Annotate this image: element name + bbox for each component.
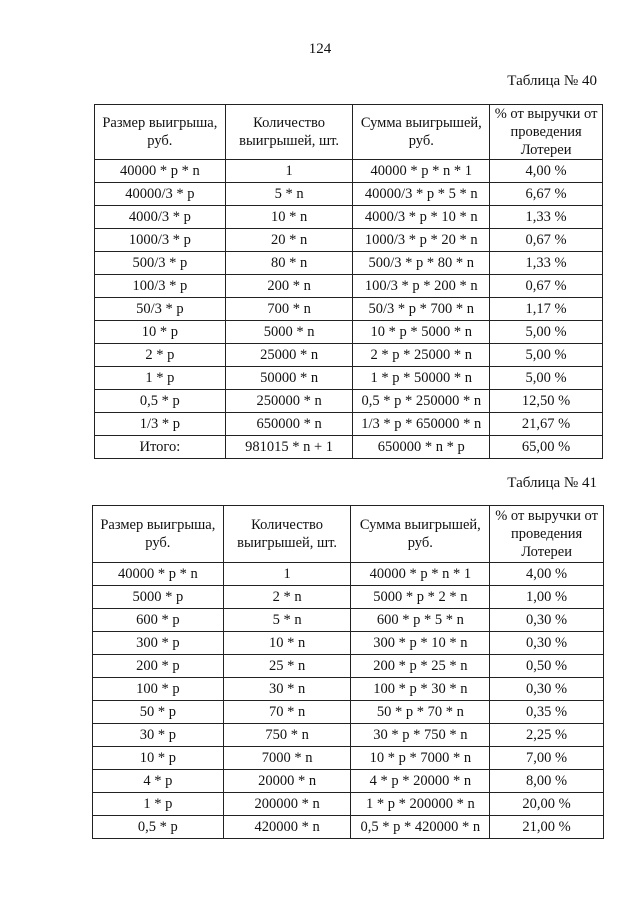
cell-prize-sum: 5000 * p * 2 * n	[351, 586, 490, 609]
cell-revenue-percent: 0,30 %	[490, 632, 604, 655]
cell-revenue-percent: 2,25 %	[490, 724, 604, 747]
cell-prize-count: 650000 * n	[225, 413, 353, 436]
cell-prize-sum: 100/3 * p * 200 * n	[353, 275, 490, 298]
table-row	[95, 344, 603, 367]
table-row	[95, 367, 603, 390]
table-row	[93, 770, 604, 793]
cell-prize-size: 300 * p	[93, 632, 224, 655]
cell-prize-count: 20000 * n	[223, 770, 351, 793]
cell-prize-size: 40000/3 * p	[95, 183, 226, 206]
table-row	[95, 160, 603, 183]
cell-revenue-percent: 65,00 %	[490, 436, 603, 459]
cell-revenue-percent: 1,33 %	[490, 252, 603, 275]
cell-prize-count: 80 * n	[225, 252, 353, 275]
cell-prize-count: 5000 * n	[225, 321, 353, 344]
cell-prize-size: 1 * p	[93, 793, 224, 816]
cell-prize-size: 0,5 * p	[95, 390, 226, 413]
table-row	[95, 229, 603, 252]
cell-prize-sum: 40000/3 * p * 5 * n	[353, 183, 490, 206]
cell-prize-size: Итого:	[95, 436, 226, 459]
cell-revenue-percent: 8,00 %	[490, 770, 604, 793]
page-number: 124	[308, 41, 332, 57]
cell-prize-sum: 4000/3 * p * 10 * n	[353, 206, 490, 229]
cell-revenue-percent: 12,50 %	[490, 390, 603, 413]
cell-revenue-percent: 0,50 %	[490, 655, 604, 678]
cell-prize-count: 5 * n	[223, 609, 351, 632]
table-41-body	[93, 563, 604, 839]
cell-prize-size: 40000 * p * n	[93, 563, 224, 586]
table-row	[93, 678, 604, 701]
cell-prize-sum: 0,5 * p * 420000 * n	[351, 816, 490, 839]
cell-revenue-percent: 20,00 %	[490, 793, 604, 816]
cell-prize-sum: 650000 * n * p	[353, 436, 490, 459]
prize-table-40	[94, 104, 603, 459]
cell-prize-size: 4 * p	[93, 770, 224, 793]
table-row	[95, 321, 603, 344]
cell-prize-sum: 500/3 * p * 80 * n	[353, 252, 490, 275]
cell-revenue-percent: 1,17 %	[490, 298, 603, 321]
cell-prize-size: 5000 * p	[93, 586, 224, 609]
cell-prize-sum: 30 * p * 750 * n	[351, 724, 490, 747]
cell-revenue-percent: 7,00 %	[490, 747, 604, 770]
cell-prize-count: 5 * n	[225, 183, 353, 206]
cell-prize-count: 1	[223, 563, 351, 586]
cell-prize-size: 100/3 * p	[95, 275, 226, 298]
header-prize-size: Размер выигрыша, руб.	[93, 506, 224, 563]
table-row	[93, 816, 604, 839]
table-row	[95, 183, 603, 206]
header-prize-count: Количество выигрышей, шт.	[225, 105, 353, 160]
cell-prize-count: 10 * n	[225, 206, 353, 229]
table-header-row	[95, 105, 603, 160]
header-prize-sum: Сумма выигрышей, руб.	[353, 105, 490, 160]
cell-prize-count: 981015 * n + 1	[225, 436, 353, 459]
cell-prize-sum: 40000 * p * n * 1	[353, 160, 490, 183]
table-row	[93, 563, 604, 586]
table-row	[93, 724, 604, 747]
header-prize-sum: Сумма выигрышей, руб.	[351, 506, 490, 563]
cell-revenue-percent: 5,00 %	[490, 367, 603, 390]
cell-revenue-percent: 4,00 %	[490, 563, 604, 586]
cell-prize-sum: 100 * p * 30 * n	[351, 678, 490, 701]
table-40-body	[95, 160, 603, 459]
cell-revenue-percent: 0,67 %	[490, 275, 603, 298]
cell-prize-count: 750 * n	[223, 724, 351, 747]
cell-prize-sum: 4 * p * 20000 * n	[351, 770, 490, 793]
table-row	[95, 298, 603, 321]
cell-prize-size: 500/3 * p	[95, 252, 226, 275]
cell-revenue-percent: 4,00 %	[490, 160, 603, 183]
cell-prize-sum: 50 * p * 70 * n	[351, 701, 490, 724]
cell-prize-size: 4000/3 * p	[95, 206, 226, 229]
cell-revenue-percent: 21,67 %	[490, 413, 603, 436]
header-prize-count: Количество выигрышей, шт.	[223, 506, 351, 563]
cell-prize-sum: 1 * p * 50000 * n	[353, 367, 490, 390]
table-row	[93, 701, 604, 724]
cell-prize-size: 1 * p	[95, 367, 226, 390]
cell-prize-count: 420000 * n	[223, 816, 351, 839]
cell-prize-size: 30 * p	[93, 724, 224, 747]
cell-prize-size: 1000/3 * p	[95, 229, 226, 252]
cell-prize-count: 20 * n	[225, 229, 353, 252]
table-row	[93, 747, 604, 770]
table-row	[93, 586, 604, 609]
table-40-caption: Таблица № 40	[507, 73, 597, 89]
cell-prize-sum: 1000/3 * p * 20 * n	[353, 229, 490, 252]
table-row	[93, 632, 604, 655]
cell-revenue-percent: 0,67 %	[490, 229, 603, 252]
cell-revenue-percent: 6,67 %	[490, 183, 603, 206]
table-header-row	[93, 506, 604, 563]
cell-prize-sum: 600 * p * 5 * n	[351, 609, 490, 632]
cell-prize-sum: 300 * p * 10 * n	[351, 632, 490, 655]
cell-prize-sum: 200 * p * 25 * n	[351, 655, 490, 678]
cell-prize-count: 70 * n	[223, 701, 351, 724]
header-prize-size: Размер выигрыша, руб.	[95, 105, 226, 160]
cell-prize-count: 700 * n	[225, 298, 353, 321]
table-row	[95, 275, 603, 298]
table-row	[93, 655, 604, 678]
cell-prize-count: 200 * n	[225, 275, 353, 298]
cell-prize-size: 10 * p	[95, 321, 226, 344]
cell-prize-size: 10 * p	[93, 747, 224, 770]
table-row	[95, 436, 603, 459]
cell-prize-sum: 1/3 * p * 650000 * n	[353, 413, 490, 436]
cell-revenue-percent: 21,00 %	[490, 816, 604, 839]
cell-prize-size: 1/3 * p	[95, 413, 226, 436]
cell-prize-count: 200000 * n	[223, 793, 351, 816]
cell-prize-sum: 10 * p * 5000 * n	[353, 321, 490, 344]
cell-prize-count: 25000 * n	[225, 344, 353, 367]
cell-revenue-percent: 0,30 %	[490, 609, 604, 632]
cell-prize-sum: 10 * p * 7000 * n	[351, 747, 490, 770]
cell-prize-size: 50/3 * p	[95, 298, 226, 321]
cell-prize-count: 10 * n	[223, 632, 351, 655]
cell-prize-sum: 2 * p * 25000 * n	[353, 344, 490, 367]
cell-prize-count: 7000 * n	[223, 747, 351, 770]
cell-prize-size: 600 * p	[93, 609, 224, 632]
cell-revenue-percent: 0,30 %	[490, 678, 604, 701]
cell-prize-count: 1	[225, 160, 353, 183]
cell-prize-size: 0,5 * p	[93, 816, 224, 839]
table-row	[93, 609, 604, 632]
cell-revenue-percent: 1,00 %	[490, 586, 604, 609]
table-row	[95, 390, 603, 413]
table-row	[95, 252, 603, 275]
table-41-caption: Таблица № 41	[507, 475, 597, 491]
header-revenue-percent: % от выручки от проведения Лотереи	[490, 105, 603, 160]
cell-prize-count: 2 * n	[223, 586, 351, 609]
cell-revenue-percent: 1,33 %	[490, 206, 603, 229]
cell-prize-sum: 50/3 * p * 700 * n	[353, 298, 490, 321]
table-row	[95, 206, 603, 229]
cell-prize-count: 250000 * n	[225, 390, 353, 413]
cell-prize-count: 30 * n	[223, 678, 351, 701]
cell-revenue-percent: 5,00 %	[490, 344, 603, 367]
cell-revenue-percent: 5,00 %	[490, 321, 603, 344]
cell-prize-size: 40000 * p * n	[95, 160, 226, 183]
cell-prize-size: 50 * p	[93, 701, 224, 724]
cell-prize-size: 2 * p	[95, 344, 226, 367]
header-revenue-percent: % от выручки от проведения Лотереи	[490, 506, 604, 563]
cell-prize-sum: 1 * p * 200000 * n	[351, 793, 490, 816]
cell-prize-sum: 40000 * p * n * 1	[351, 563, 490, 586]
cell-prize-count: 50000 * n	[225, 367, 353, 390]
cell-prize-count: 25 * n	[223, 655, 351, 678]
cell-prize-size: 100 * p	[93, 678, 224, 701]
table-row	[95, 413, 603, 436]
cell-prize-sum: 0,5 * p * 250000 * n	[353, 390, 490, 413]
table-row	[93, 793, 604, 816]
cell-revenue-percent: 0,35 %	[490, 701, 604, 724]
prize-table-41	[92, 505, 604, 839]
cell-prize-size: 200 * p	[93, 655, 224, 678]
